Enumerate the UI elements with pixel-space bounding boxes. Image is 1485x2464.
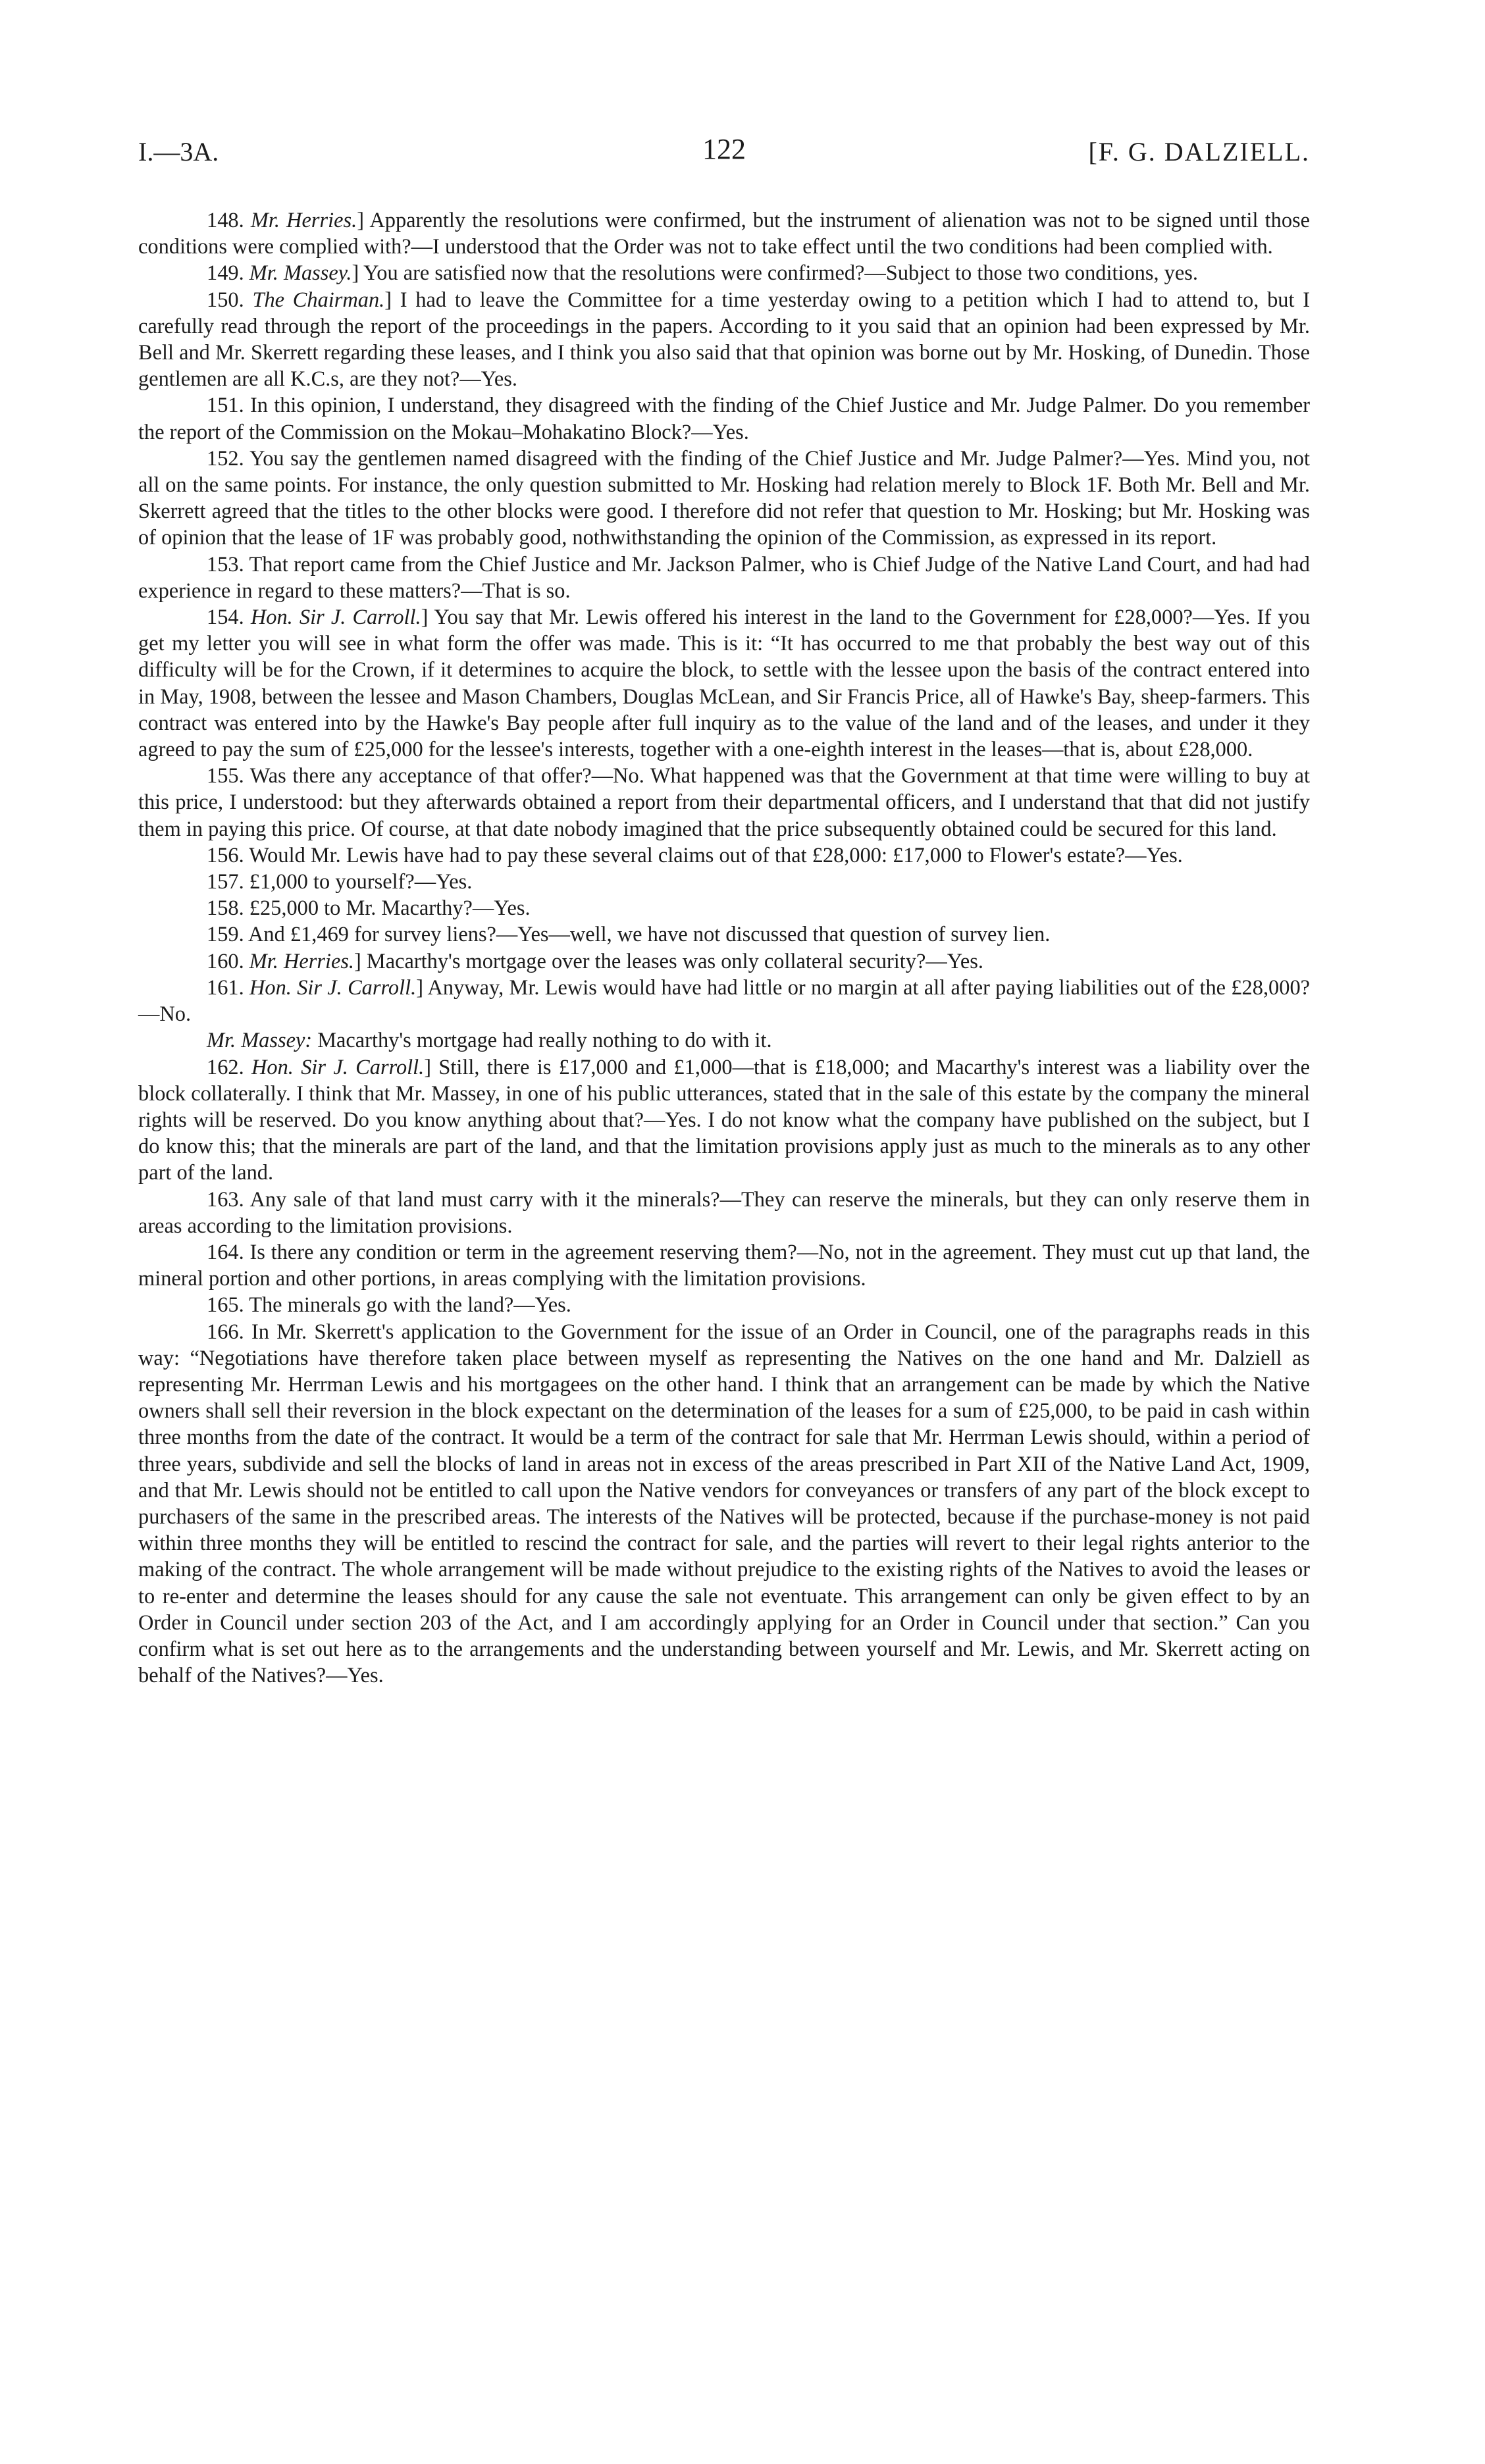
paragraph-154: 154. Hon. Sir J. Carroll.] You say that Mr. Lewis offered his interest in the land to the Government for £28,000?—Yes. If you get my letter you will see in what form the offer was made. This is it: “It has occurred to me that probably the best way out of this difficulty will be for the Crown, if it determines to acquire the block, to settle with the lessee upon the basis of the contract entered into in May, 1908, between the lessee and Mason Chambers, Douglas McLean, and Sir Francis Price, all of Hawke's Bay, sheep-farmers. This contract was entered into by the Hawke's Bay people after full inquiry as to the value of the land and of the leases, and under it they agreed to pay the sum of £25,000 for the lessee's interests, together with a one-eighth interest in the leases—that is, about £28,000. <box>138 605 1311 762</box>
paragraph-156: 156. Would Mr. Lewis have had to pay these several claims out of that £28,000: £17,000 to Flower's estate?—Yes. <box>207 843 1183 867</box>
paragraph-155: 155. Was there any acceptance of that offer?—No. What happened was that the Government at that time were willing to buy at this price, I understood: but they afterwards obtained a report from their departmental officers, and I understand that that did not justify them in paying this price. Of course, at that date nobody imagined that the price subsequently obtained could be secured for this land. <box>138 764 1310 841</box>
transcript-body <box>138 207 1310 1689</box>
paragraph-162: 162. Hon. Sir J. Carroll.] Still, there is £17,000 and £1,000—that is £18,000; and Macarthy's interest was a liability over the block collaterally. I think that Mr. Massey, in one of his public utterances, stated that in the sale of this estate by the company the mineral rights will be reserved. Do you know anything about that?—Yes. I do not know what the company have published on the subject, but I do know this; that the minerals are part of the land, and that the limitation provisions apply just as much to the minerals as to any other part of the land. <box>138 1055 1311 1185</box>
paragraph-161: 161. Hon. Sir J. Carroll.] Anyway, Mr. Lewis would have had little or no margin at all after paying liabilities out of the £28,000?—No. <box>138 975 1311 1027</box>
document-page <box>138 128 1310 1689</box>
paragraph-166: 166. In Mr. Skerrett's application to the Government for the issue of an Order in Council, one of the paragraphs reads in this way: “Negotiations have therefore taken place between myself as representing the Natives on the one hand and Mr. Dalziell as representing Mr. Herrman Lewis and his mortgagees on the other hand. I think that an arrangement can be made by which the Native owners shall sell their reversion in the block expectant on the determination of the leases for a sum of £25,000, to be paid in cash within three months from the date of the contract. It would be a term of the contract for sale that Mr. Herrman Lewis should, within a period of three years, subdivide and sell the blocks of land in areas not in excess of the areas prescribed in Part XII of the Native Land Act, 1909, and that Mr. Lewis should not be entitled to call upon the Native vendors for conveyances or transfers of any part of the block except to purchasers of the same in the prescribed areas. The interests of the Natives will be protected, because if the purchase-money is not paid within three months they will be entitled to rescind the contract for sale, and the parties will revert to their legal rights anterior to the making of the contract. The whole arrangement will be made without prejudice to the existing rights of the Natives to avoid the leases or to re-enter and determine the leases should for any cause the sale not eventuate. This arrangement can only be given effect to by an Order in Council under section 203 of the Act, and I am accordingly applying for an Order in Council under that section.” Can you confirm what is set out here as to the arrangements and the understanding between yourself and Mr. Lewis, and Mr. Skerrett acting on behalf of the Natives?—Yes. <box>138 1320 1311 1688</box>
paragraph-153: 153. That report came from the Chief Justice and Mr. Jackson Palmer, who is Chief Judge of the Native Land Court, and had had experience in regard to these matters?—That is so. <box>138 552 1310 603</box>
paragraph-152: 152. You say the gentlemen named disagreed with the finding of the Chief Justice and Mr. Judge Palmer?—Yes. Mind you, not all on the same points. For instance, the only question submitted to Mr. Hosking had relation merely to Block 1F. Both Mr. Bell and Mr. Skerrett agreed that the titles to the other blocks were good. I therefore did not refer that question to Mr. Hosking; but Mr. Hosking was of opinion that the lease of 1F was probably good, nothwithstanding the opinion of the Commission, as expressed in its report. <box>138 446 1310 550</box>
paragraph-159: 159. And £1,469 for survey liens?—Yes—well, we have not discussed that question of survey lien. <box>207 923 1051 947</box>
page-header <box>138 128 1310 181</box>
paragraph-148: 148. Mr. Herries.] Apparently the resolutions were confirmed, but the instrument of alienation was not to be signed until those conditions were complied with?—I understood that the Order was not to take effect until the two conditions had been complied with. <box>138 209 1310 259</box>
paragraph-164: 164. Is there any condition or term in the agreement reserving them?—No, not in the agreement. They must cut up that land, the mineral portion and other portions, in areas complying with the limitation provisions. <box>138 1240 1310 1291</box>
paper-reference: I.—3A. <box>138 137 219 167</box>
paragraph-150: 150. The Chairman.] I had to leave the Committee for a time yesterday owing to a petition which I had to attend to, but I carefully read through the report of the proceedings in the papers. According to it you said that an opinion had been expressed by Mr. Bell and Mr. Skerrett regarding these leases, and I think you also said that that opinion was borne out by Mr. Hosking, of Dunedin. Those gentlemen are all K.C.s, are they not?—Yes. <box>138 288 1311 392</box>
paragraph-151: 151. In this opinion, I understand, they disagreed with the finding of the Chief Justice and Mr. Judge Palmer. Do you remember the report of the Commission on the Mokau–Mohakatino Block?—Yes. <box>138 394 1311 444</box>
paragraph-157: 157. £1,000 to yourself?—Yes. <box>207 870 473 894</box>
paragraph-149: 149. Mr. Massey.] You are satisfied now that the resolutions were confirmed?—Subject to those two conditions, yes. <box>207 261 1198 286</box>
paragraph-163: 163. Any sale of that land must carry with it the minerals?—They can reserve the minerals, but they can only reserve them in areas according to the limitation provisions. <box>138 1187 1310 1238</box>
page-number: 122 <box>702 133 746 165</box>
paragraph-160: 160. Mr. Herries.] Macarthy's mortgage over the leases was only collateral security?—Yes. <box>207 949 983 973</box>
paragraph-interjection: Mr. Massey: Macarthy's mortgage had really nothing to do with it. <box>207 1029 772 1053</box>
witness-name: [F. G. DALZIELL. <box>1088 137 1310 167</box>
paragraph-158: 158. £25,000 to Mr. Macarthy?—Yes. <box>207 896 531 921</box>
paragraph-165: 165. The minerals go with the land?—Yes. <box>207 1293 571 1318</box>
